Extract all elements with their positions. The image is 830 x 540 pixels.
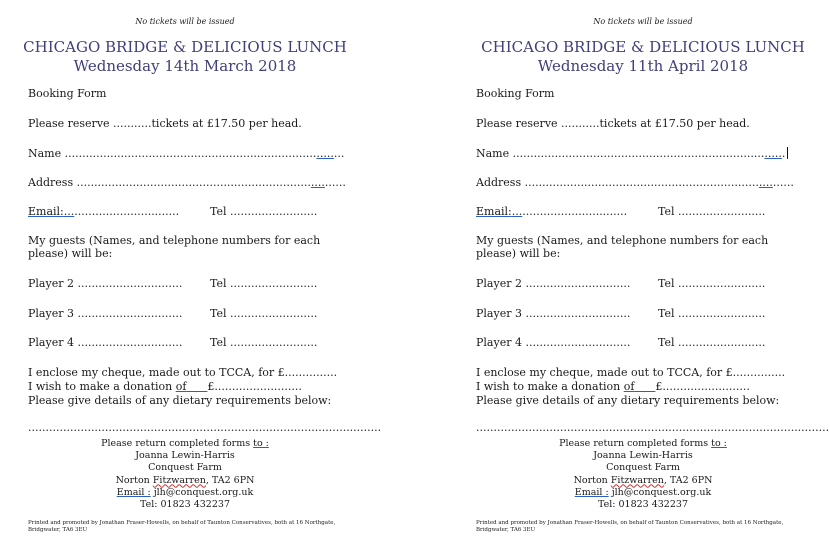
player2-field: Player 2 ..............................: [476, 277, 631, 290]
email-label-text: Email:: [476, 205, 512, 218]
player4-tel: Tel .........................: [210, 336, 318, 349]
donation-of: of: [175, 380, 187, 393]
name-dots-end: .: [781, 147, 786, 160]
town-postcode: , TA2 6PN: [205, 474, 255, 486]
cheque-line[interactable]: I enclose my cheque, made out to TCCA, for £...............: [476, 366, 786, 379]
guests-instruction[interactable]: My guests (Names, and telephone numbers for each please) will be:: [28, 234, 321, 260]
town-part-a: Norton: [573, 474, 611, 486]
address-label: Address ...................................................................: [28, 176, 311, 189]
event-name: CHICAGO BRIDGE & DELICIOUS LUNCH: [23, 38, 347, 56]
booking-form-heading[interactable]: Booking Form: [476, 87, 555, 100]
donation-blank: [186, 380, 207, 393]
donation-text: I wish to make a donation: [476, 380, 624, 393]
booking-form-heading[interactable]: Booking Form: [28, 87, 107, 100]
booking-form-march: [0, 0, 400, 540]
email-dots-flagged: ...: [63, 205, 75, 218]
email-dots-flagged: ...: [511, 205, 523, 218]
donation-of-flagged: [624, 380, 656, 393]
address-dots-flagged: ....: [310, 176, 325, 189]
player3-tel: Tel .........................: [658, 307, 766, 320]
email-tel-line[interactable]: [476, 205, 766, 218]
cheque-line[interactable]: I enclose my cheque, made out to TCCA, for £...............: [28, 366, 338, 379]
return-instruction: [448, 438, 830, 450]
donation-amount-dots: £.........................: [655, 380, 750, 393]
player2-tel: Tel .........................: [210, 277, 318, 290]
contact-phone: Tel: 01823 432237: [598, 499, 688, 511]
event-title: [0, 38, 370, 76]
text-cursor: [787, 147, 788, 159]
donation-line[interactable]: [28, 380, 302, 393]
address-field-line[interactable]: [28, 176, 346, 189]
donation-line[interactable]: [476, 380, 750, 393]
address-field-line[interactable]: [476, 176, 794, 189]
return-address: [0, 438, 370, 511]
email-dots: ..............................: [74, 205, 180, 218]
address-dots-end: ......: [772, 176, 794, 189]
contact-email-address: jlh@conquest.org.uk: [150, 486, 254, 498]
booking-form-april: [448, 0, 830, 540]
donation-of-flagged: [176, 380, 208, 393]
player4-field: Player 4 ..............................: [476, 336, 631, 349]
return-address: [448, 438, 830, 511]
return-text: Please return completed forms: [559, 438, 712, 449]
town-postcode: , TA2 6PN: [663, 474, 713, 486]
address-dots-end: ......: [324, 176, 346, 189]
contact-email[interactable]: [448, 487, 830, 499]
email-label-text: Email:: [28, 205, 64, 218]
contact-name: Joanna Lewin-Harris: [593, 450, 693, 462]
tel-field: Tel .........................: [210, 205, 318, 218]
player4-line[interactable]: [476, 336, 766, 349]
player3-line[interactable]: [28, 307, 318, 320]
name-label: Name ........................................................................: [28, 147, 317, 160]
player3-field: Player 3 ..............................: [28, 307, 183, 320]
contact-email-label: Email :: [574, 486, 609, 498]
contact-email[interactable]: [0, 487, 370, 499]
no-tickets-notice: No tickets will be issued: [593, 17, 693, 26]
name-dots-flagged: .....: [316, 147, 334, 160]
player2-line[interactable]: [476, 277, 766, 290]
event-date: Wednesday 11th April 2018: [537, 57, 749, 75]
name-dots-end: ...: [333, 147, 345, 160]
player2-line[interactable]: [28, 277, 318, 290]
dietary-line[interactable]: Please give details of any dietary requirements below:: [476, 394, 780, 407]
donation-text: I wish to make a donation: [28, 380, 176, 393]
contact-town: [448, 475, 830, 487]
player4-field: Player 4 ..............................: [28, 336, 183, 349]
name-field-line[interactable]: [476, 147, 788, 160]
guests-instruction[interactable]: My guests (Names, and telephone numbers for each please) will be:: [476, 234, 769, 260]
player2-field: Player 2 ..............................: [28, 277, 183, 290]
name-dots-flagged: .....: [764, 147, 782, 160]
contact-email-address: jlh@conquest.org.uk: [608, 486, 712, 498]
address-dots-flagged: ....: [758, 176, 773, 189]
email-dots: ..............................: [522, 205, 628, 218]
return-instruction: [0, 438, 370, 450]
name-label: Name ........................................................................: [476, 147, 765, 160]
donation-amount-dots: £.........................: [207, 380, 302, 393]
imprint: Printed and promoted by Jonathan Fraser-Howells, on behalf of Taunton Conservatives, both at 16 Northgate, Bridgwater, TA6 3EU: [28, 520, 336, 533]
town-part-b: Fitzwarren: [152, 474, 206, 486]
return-text: Please return completed forms: [101, 438, 254, 449]
imprint: Printed and promoted by Jonathan Fraser-Howells, on behalf of Taunton Conservatives, both at 16 Northgate, Bridgwater, TA6 3EU: [476, 520, 784, 533]
dietary-entry-line[interactable]: .....................................................................................................: [476, 421, 830, 434]
name-field-line[interactable]: [28, 147, 344, 160]
tel-field: Tel .........................: [658, 205, 766, 218]
donation-of: of: [623, 380, 635, 393]
player3-tel: Tel .........................: [210, 307, 318, 320]
contact-phone: Tel: 01823 432237: [140, 499, 230, 511]
town-part-a: Norton: [115, 474, 153, 486]
no-tickets-notice: No tickets will be issued: [135, 17, 235, 26]
player3-line[interactable]: [476, 307, 766, 320]
event-title: [448, 38, 830, 76]
player2-tel: Tel .........................: [658, 277, 766, 290]
return-to: to :: [253, 438, 269, 449]
reserve-tickets-line[interactable]: Please reserve ...........tickets at £17.50 per head.: [28, 117, 302, 130]
contact-email-label: Email :: [116, 486, 151, 498]
town-part-b: Fitzwarren: [610, 474, 664, 486]
event-date: Wednesday 14th March 2018: [73, 57, 297, 75]
dietary-entry-line[interactable]: .....................................................................................................: [28, 421, 382, 434]
contact-farm: Conquest Farm: [148, 462, 222, 474]
contact-name: Joanna Lewin-Harris: [135, 450, 235, 462]
contact-town: [0, 475, 370, 487]
player4-tel: Tel .........................: [658, 336, 766, 349]
email-tel-line[interactable]: [28, 205, 318, 218]
player3-field: Player 3 ..............................: [476, 307, 631, 320]
dietary-line[interactable]: Please give details of any dietary requirements below:: [28, 394, 332, 407]
contact-farm: Conquest Farm: [606, 462, 680, 474]
event-name: CHICAGO BRIDGE & DELICIOUS LUNCH: [481, 38, 805, 56]
player4-line[interactable]: [28, 336, 318, 349]
reserve-tickets-line[interactable]: Please reserve ...........tickets at £17.50 per head.: [476, 117, 750, 130]
donation-blank: [634, 380, 655, 393]
email-label: [476, 205, 522, 218]
email-label: [28, 205, 74, 218]
return-to: to :: [711, 438, 727, 449]
address-label: Address ...................................................................: [476, 176, 759, 189]
